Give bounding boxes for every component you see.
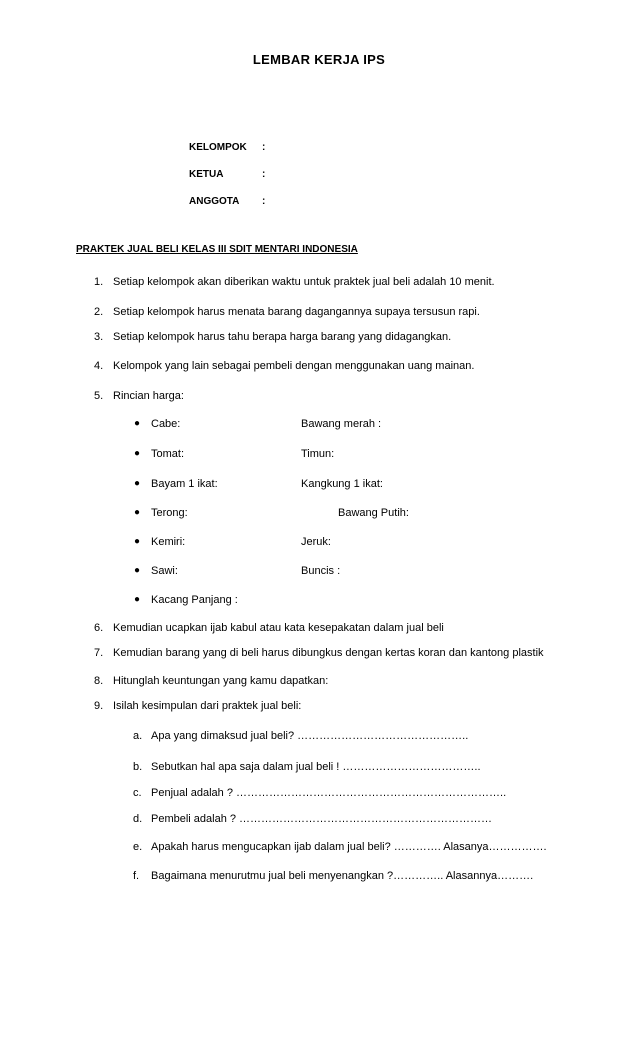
list-item-number: 8.: [94, 675, 104, 687]
ketua-colon: :: [262, 169, 266, 180]
price-item-right: Kangkung 1 ikat:: [301, 478, 383, 490]
price-item-left: Bayam 1 ikat:: [151, 478, 218, 490]
anggota-colon: :: [262, 196, 266, 207]
list-item: Isilah kesimpulan dari praktek jual beli:: [113, 700, 302, 712]
question-letter: d.: [133, 813, 143, 825]
price-item-left: Terong:: [151, 507, 188, 519]
bullet-icon: ●: [134, 565, 141, 576]
list-item-number: 3.: [94, 331, 104, 343]
bullet-icon: ●: [134, 594, 141, 605]
list-item-number: 2.: [94, 306, 104, 318]
price-item-right: Buncis :: [301, 565, 341, 577]
list-item-number: 7.: [94, 647, 104, 659]
anggota-label: ANGGOTA: [189, 196, 240, 207]
question-item: Apakah harus mengucapkan ijab dalam jual beli? …………. Alasanya…………….: [151, 841, 547, 853]
price-item-left: Kemiri:: [151, 536, 186, 548]
bullet-icon: ●: [134, 448, 141, 459]
kelompok-colon: :: [262, 142, 266, 153]
price-item-left: Kacang Panjang :: [151, 594, 238, 606]
kelompok-label: KELOMPOK: [189, 142, 247, 153]
price-item-left: Sawi:: [151, 565, 178, 577]
list-item: Setiap kelompok harus menata barang dagangannya supaya tersusun rapi.: [113, 306, 480, 318]
question-letter: c.: [133, 787, 142, 799]
bullet-icon: ●: [134, 478, 141, 489]
price-item-left: Tomat:: [151, 448, 185, 460]
question-letter: b.: [133, 761, 143, 773]
list-item-number: 1.: [94, 276, 104, 288]
list-item: Setiap kelompok harus tahu berapa harga barang yang didagangkan.: [113, 331, 452, 343]
ketua-label: KETUA: [189, 169, 224, 180]
question-item: Apa yang dimaksud jual beli? ………………………………………..: [151, 730, 469, 742]
list-item-number: 4.: [94, 360, 104, 372]
price-item-right: Bawang Putih:: [338, 507, 409, 519]
question-letter: a.: [133, 730, 143, 742]
price-item-right: Jeruk:: [301, 536, 331, 548]
price-item-right: Timun:: [301, 448, 335, 460]
list-item: Kemudian ucapkan ijab kabul atau kata kesepakatan dalam jual beli: [113, 622, 444, 634]
question-letter: f.: [133, 870, 140, 882]
list-item: Hitunglah keuntungan yang kamu dapatkan:: [113, 675, 329, 687]
list-item-number: 5.: [94, 390, 104, 402]
bullet-icon: ●: [134, 536, 141, 547]
list-item-number: 9.: [94, 700, 104, 712]
page-title: LEMBAR KERJA IPS: [252, 52, 386, 67]
price-item-right: Bawang merah :: [301, 418, 382, 430]
question-item: Penjual adalah ? ………………………………………………………………..: [151, 787, 507, 799]
question-item: Sebutkan hal apa saja dalam jual beli ! ………………………………..: [151, 761, 481, 773]
bullet-icon: ●: [134, 507, 141, 518]
question-letter: e.: [133, 841, 143, 853]
section-heading: PRAKTEK JUAL BELI KELAS III SDIT MENTARI INDONESIA: [76, 244, 358, 255]
list-item: Rincian harga:: [113, 390, 184, 402]
question-item: Pembeli adalah ? ……………………………………………………………: [151, 813, 493, 825]
list-item: Kemudian barang yang di beli harus dibungkus dengan kertas koran dan kantong plastik: [113, 647, 544, 659]
bullet-icon: ●: [134, 418, 141, 429]
question-item: Bagaimana menurutmu jual beli menyenangkan ?………….. Alasannya……….: [151, 870, 534, 882]
price-item-left: Cabe:: [151, 418, 181, 430]
list-item: Kelompok yang lain sebagai pembeli dengan menggunakan uang mainan.: [113, 360, 475, 372]
list-item-number: 6.: [94, 622, 104, 634]
list-item: Setiap kelompok akan diberikan waktu untuk praktek jual beli adalah 10 menit.: [113, 276, 495, 288]
